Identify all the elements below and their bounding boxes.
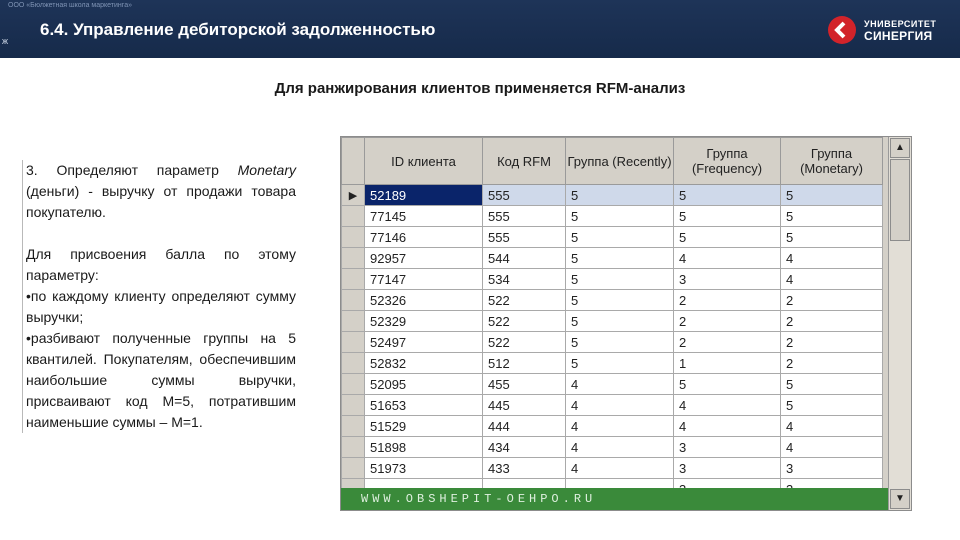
cell-recently[interactable]: 5 xyxy=(566,269,674,290)
paragraph-monetary: 3. Определяют параметр Monetary (деньги) - выручку от продажи товара покупателю. xyxy=(26,162,296,220)
row-indicator[interactable] xyxy=(342,206,365,227)
cell-rfm[interactable]: 522 xyxy=(483,332,566,353)
synergy-logo xyxy=(828,16,948,46)
cell-id[interactable]: 52329 xyxy=(365,311,483,332)
logo-line2: СИНЕРГИЯ xyxy=(864,29,933,43)
cell-rfm[interactable]: 455 xyxy=(483,374,566,395)
header-mark: ж xyxy=(2,36,9,46)
slide-title: 6.4. Управление дебиторской задолженностью xyxy=(40,20,436,39)
site-watermark: WWW.OBSHEPIT-OEHPO.RU xyxy=(341,488,888,510)
cell-recently[interactable]: 5 xyxy=(566,185,674,206)
col-header-rfm[interactable]: Код RFM xyxy=(483,138,566,185)
cell-rfm[interactable]: 434 xyxy=(483,437,566,458)
cell-monetary[interactable]: 5 xyxy=(781,227,883,248)
rfm-data-grid[interactable] xyxy=(340,136,912,511)
table-row[interactable] xyxy=(342,353,883,374)
table-row[interactable] xyxy=(342,416,883,437)
cell-frequency[interactable]: 5 xyxy=(674,185,781,206)
row-indicator[interactable] xyxy=(342,332,365,353)
cell-rfm[interactable]: 555 xyxy=(483,206,566,227)
cell-monetary[interactable]: 5 xyxy=(781,185,883,206)
cell-monetary[interactable]: 4 xyxy=(781,437,883,458)
cell-rfm[interactable]: 555 xyxy=(483,185,566,206)
table-row[interactable] xyxy=(342,290,883,311)
cell-frequency[interactable]: 2 xyxy=(674,290,781,311)
cell-id[interactable]: 92957 xyxy=(365,248,483,269)
cell-id[interactable]: 52326 xyxy=(365,290,483,311)
col-header-recently[interactable]: Группа (Recently) xyxy=(566,138,674,185)
row-indicator[interactable] xyxy=(342,290,365,311)
cell-frequency[interactable]: 3 xyxy=(674,269,781,290)
table-row[interactable] xyxy=(342,269,883,290)
row-indicator-header xyxy=(342,138,365,185)
cell-recently[interactable]: 5 xyxy=(566,227,674,248)
scroll-up-icon[interactable]: ▲ xyxy=(890,138,910,158)
cell-id[interactable]: 51529 xyxy=(365,416,483,437)
table-row[interactable] xyxy=(342,437,883,458)
cell-rfm[interactable]: 444 xyxy=(483,416,566,437)
cell-id[interactable]: 77146 xyxy=(365,227,483,248)
row-indicator[interactable] xyxy=(342,395,365,416)
col-header-id[interactable]: ID клиента xyxy=(365,138,483,185)
row-indicator[interactable] xyxy=(342,353,365,374)
table-row[interactable] xyxy=(342,458,883,479)
cell-frequency[interactable]: 2 xyxy=(674,311,781,332)
cell-id[interactable]: 51653 xyxy=(365,395,483,416)
synergy-logo-icon xyxy=(828,16,856,44)
cell-recently[interactable]: 5 xyxy=(566,290,674,311)
cell-frequency[interactable]: 3 xyxy=(674,458,781,479)
row-indicator[interactable] xyxy=(342,227,365,248)
cell-monetary[interactable]: 3 xyxy=(781,458,883,479)
grid-header-row xyxy=(342,138,883,185)
cell-monetary[interactable]: 5 xyxy=(781,374,883,395)
row-indicator[interactable] xyxy=(342,437,365,458)
cell-recently[interactable]: 5 xyxy=(566,206,674,227)
cell-monetary[interactable]: 5 xyxy=(781,206,883,227)
cell-frequency[interactable]: 4 xyxy=(674,416,781,437)
cell-frequency[interactable]: 5 xyxy=(674,227,781,248)
cell-id[interactable]: 51898 xyxy=(365,437,483,458)
slide-subtitle: Для ранжирования клиентов применяется RFM-анализ xyxy=(274,80,686,97)
cell-monetary[interactable]: 2 xyxy=(781,290,883,311)
cell-monetary[interactable]: 2 xyxy=(781,353,883,374)
cell-id[interactable]: 52497 xyxy=(365,332,483,353)
cell-recently[interactable]: 5 xyxy=(566,311,674,332)
slide-header xyxy=(0,0,960,58)
cell-frequency[interactable]: 3 xyxy=(674,437,781,458)
cell-recently[interactable]: 4 xyxy=(566,395,674,416)
scroll-down-icon[interactable]: ▼ xyxy=(890,489,910,509)
table-row[interactable] xyxy=(342,332,883,353)
table-row[interactable] xyxy=(342,311,883,332)
cell-rfm[interactable]: 445 xyxy=(483,395,566,416)
table-row[interactable] xyxy=(342,185,883,206)
cell-monetary[interactable]: 4 xyxy=(781,269,883,290)
cell-recently[interactable]: 4 xyxy=(566,374,674,395)
cell-frequency[interactable]: 2 xyxy=(674,332,781,353)
cell-rfm[interactable]: 522 xyxy=(483,290,566,311)
table-row[interactable] xyxy=(342,227,883,248)
cell-frequency[interactable]: 1 xyxy=(674,353,781,374)
cell-rfm[interactable]: 512 xyxy=(483,353,566,374)
cell-frequency[interactable]: 5 xyxy=(674,374,781,395)
description-text xyxy=(22,160,296,433)
table-row[interactable] xyxy=(342,206,883,227)
cell-rfm[interactable]: 555 xyxy=(483,227,566,248)
table-row[interactable] xyxy=(342,248,883,269)
header-small-text: ООО «Бюлжетная школа маркетинга» xyxy=(8,2,132,9)
row-pointer-icon[interactable]: ▶ xyxy=(342,185,365,206)
cell-rfm[interactable]: 534 xyxy=(483,269,566,290)
row-indicator[interactable] xyxy=(342,458,365,479)
cell-id[interactable]: 77147 xyxy=(365,269,483,290)
logo-line1: УНИВЕРСИТЕТ xyxy=(864,19,937,29)
rfm-table[interactable] xyxy=(341,137,883,500)
cell-monetary[interactable]: 4 xyxy=(781,416,883,437)
cell-id[interactable]: 52095 xyxy=(365,374,483,395)
row-indicator[interactable] xyxy=(342,248,365,269)
col-header-monetary[interactable]: Группа (Monetary) xyxy=(781,138,883,185)
vertical-scrollbar[interactable] xyxy=(888,137,912,510)
cell-recently[interactable]: 4 xyxy=(566,437,674,458)
cell-id[interactable]: 77145 xyxy=(365,206,483,227)
scroll-thumb[interactable] xyxy=(890,159,910,241)
row-indicator[interactable] xyxy=(342,374,365,395)
col-header-frequency[interactable]: Группа (Frequency) xyxy=(674,138,781,185)
row-indicator[interactable] xyxy=(342,311,365,332)
cell-monetary[interactable]: 5 xyxy=(781,395,883,416)
cell-recently[interactable]: 5 xyxy=(566,248,674,269)
cell-recently[interactable]: 4 xyxy=(566,416,674,437)
cell-frequency[interactable]: 5 xyxy=(674,206,781,227)
table-row[interactable] xyxy=(342,395,883,416)
table-row[interactable] xyxy=(342,374,883,395)
cell-rfm[interactable]: 544 xyxy=(483,248,566,269)
cell-id[interactable]: 52189 xyxy=(365,185,483,206)
cell-rfm[interactable]: 433 xyxy=(483,458,566,479)
row-indicator[interactable] xyxy=(342,269,365,290)
cell-monetary[interactable]: 4 xyxy=(781,248,883,269)
cell-recently[interactable]: 5 xyxy=(566,332,674,353)
cell-monetary[interactable]: 2 xyxy=(781,332,883,353)
paragraph-score: Для присвоения балла по этому параметру: •по каждому клиенту определяют сумму выручки; •разбивают полученные группы на 5 квантилей. Покупателям, обеспечившим наибольшие суммы выручки, присваивают код M=5, потратившим наименьшие суммы – M=1. xyxy=(26,246,296,430)
cell-id[interactable]: 52832 xyxy=(365,353,483,374)
cell-rfm[interactable]: 522 xyxy=(483,311,566,332)
row-indicator[interactable] xyxy=(342,416,365,437)
cell-monetary[interactable]: 2 xyxy=(781,311,883,332)
cell-id[interactable]: 51973 xyxy=(365,458,483,479)
cell-recently[interactable]: 5 xyxy=(566,353,674,374)
cell-recently[interactable]: 4 xyxy=(566,458,674,479)
cell-frequency[interactable]: 4 xyxy=(674,395,781,416)
cell-frequency[interactable]: 4 xyxy=(674,248,781,269)
